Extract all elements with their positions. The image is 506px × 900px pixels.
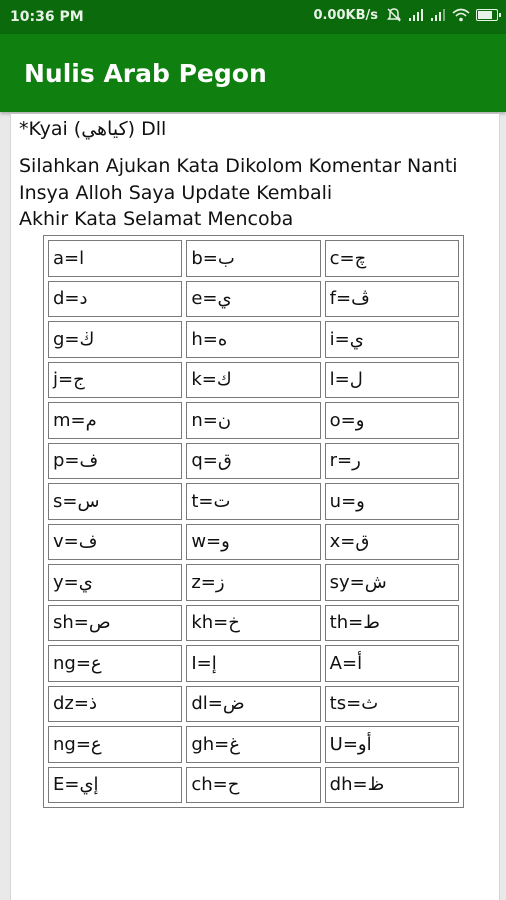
- table-row: [48, 362, 459, 399]
- table-cell: u=و: [325, 483, 459, 520]
- table-cell: j=ج: [48, 362, 182, 399]
- table-row: [48, 240, 459, 277]
- table-cell: z=ز: [186, 564, 320, 601]
- table-cell: kh=خ: [186, 605, 320, 642]
- table-cell: l=ل: [325, 362, 459, 399]
- table-row: [48, 726, 459, 763]
- message-line: Silahkan Ajukan Kata Dikolom Komentar Nanti: [19, 155, 458, 177]
- table-cell: th=ط: [325, 605, 459, 642]
- table-cell: ng=ع: [48, 726, 182, 763]
- table-cell: d=د: [48, 281, 182, 318]
- table-row: [48, 483, 459, 520]
- table-cell: f=ڤ: [325, 281, 459, 318]
- table-cell: b=ب: [186, 240, 320, 277]
- table-row: [48, 321, 459, 358]
- table-cell: a=ا: [48, 240, 182, 277]
- table-cell: x=ق: [325, 524, 459, 561]
- table-cell: ch=ح: [186, 767, 320, 804]
- table-cell: dz=ذ: [48, 686, 182, 723]
- table-cell: sy=ش: [325, 564, 459, 601]
- app-title: Nulis Arab Pegon: [24, 59, 267, 88]
- table-cell: w=و: [186, 524, 320, 561]
- table-cell: p=ف: [48, 443, 182, 480]
- signal-icon: [430, 8, 446, 22]
- content-card: [10, 114, 500, 900]
- battery-icon: [476, 9, 498, 21]
- table-cell: n=ن: [186, 402, 320, 439]
- table-row: [48, 564, 459, 601]
- network-speed: 0.00KB/s: [313, 7, 378, 23]
- table-cell: r=ر: [325, 443, 459, 480]
- app-bar: [0, 34, 506, 112]
- table-cell: k=ك: [186, 362, 320, 399]
- table-cell: ng=ع: [48, 645, 182, 682]
- wifi-icon: [452, 8, 470, 22]
- letter-mapping-table: [43, 235, 464, 808]
- table-row: [48, 767, 459, 804]
- table-row: [48, 645, 459, 682]
- table-cell: e=ي: [186, 281, 320, 318]
- status-time: 10:36 PM: [10, 9, 84, 25]
- table-cell: gh=غ: [186, 726, 320, 763]
- mute-icon: [386, 7, 402, 23]
- message-line: Akhir Kata Selamat Mencoba: [19, 208, 294, 230]
- status-bar: [0, 0, 506, 34]
- table-cell: t=ت: [186, 483, 320, 520]
- table-cell: h=ه: [186, 321, 320, 358]
- table-cell: g=ڬ: [48, 321, 182, 358]
- table-row: [48, 402, 459, 439]
- table-cell: v=ف: [48, 524, 182, 561]
- table-row: [48, 605, 459, 642]
- table-cell: i=ي: [325, 321, 459, 358]
- table-row: [48, 686, 459, 723]
- table-cell: ts=ث: [325, 686, 459, 723]
- message-line: Insya Alloh Saya Update Kembali: [19, 182, 333, 204]
- status-icons: [313, 7, 498, 23]
- table-cell: q=ق: [186, 443, 320, 480]
- table-row: [48, 524, 459, 561]
- table-cell: y=ي: [48, 564, 182, 601]
- table-cell: I=إ: [186, 645, 320, 682]
- table-cell: s=س: [48, 483, 182, 520]
- table-cell: sh=ص: [48, 605, 182, 642]
- table-row: [48, 281, 459, 318]
- signal-icon: [408, 8, 424, 22]
- table-cell: A=أ: [325, 645, 459, 682]
- table-cell: dh=ظ: [325, 767, 459, 804]
- table-cell: U=أو: [325, 726, 459, 763]
- intro-line: *Kyai (كياهي) Dll: [19, 118, 167, 140]
- table-cell: o=و: [325, 402, 459, 439]
- table-cell: E=إي: [48, 767, 182, 804]
- table-cell: c=چ: [325, 240, 459, 277]
- table-row: [48, 443, 459, 480]
- table-cell: m=م: [48, 402, 182, 439]
- table-cell: dl=ض: [186, 686, 320, 723]
